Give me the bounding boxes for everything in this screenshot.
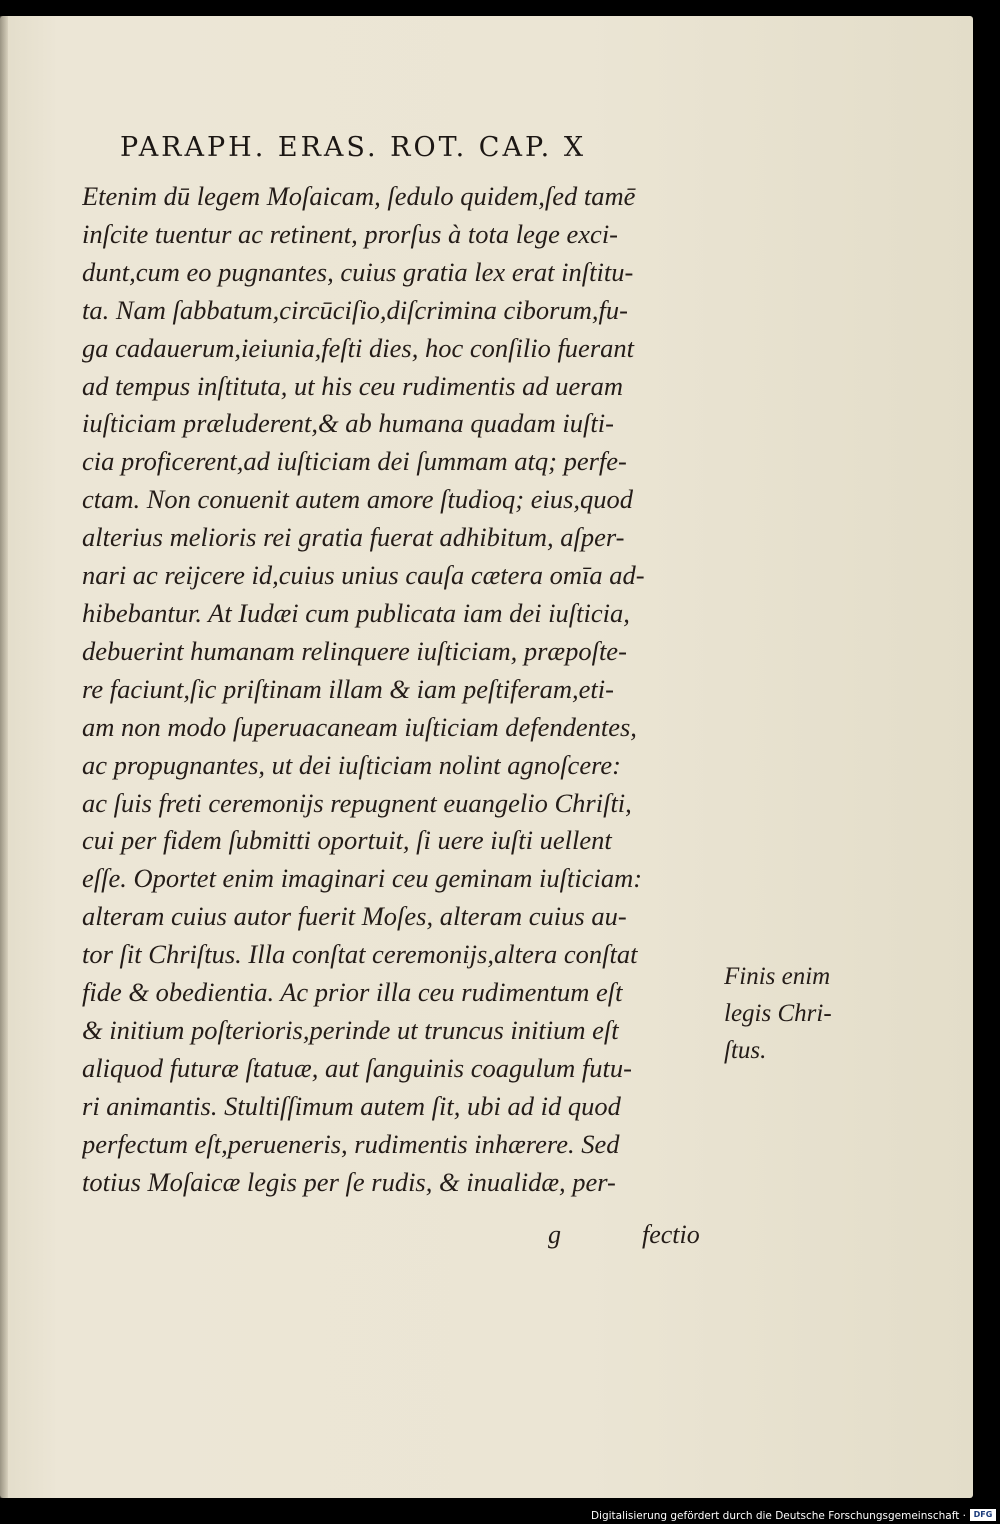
text-line: ac propugnantes, ut dei iuſticiam nolint agnoſcere: xyxy=(82,749,621,780)
text-line: alterius melioris rei gratia fuerat adhibitum, aſper- xyxy=(82,522,625,553)
text-line: ad tempus inſtituta, ut his ceu rudimentis ad ueram xyxy=(82,370,624,401)
dfg-logo-icon: DFG xyxy=(970,1509,996,1521)
text-line: debuerint humanam relinquere iuſticiam, præpoſte- xyxy=(82,635,627,666)
text-line: perfectum eſt,perueneris, rudimentis inhærere. Sed xyxy=(82,1128,620,1159)
page-gutter-shadow xyxy=(0,16,8,1498)
text-line: alteram cuius autor fuerit Moſes, alteram cuius au- xyxy=(82,901,627,932)
text-line: & initium poſterioris,perinde ut truncus initium eſt xyxy=(82,1014,619,1045)
text-line: iuſticiam præluderent,& ab humana quadam iuſti- xyxy=(82,408,614,439)
text-line: aliquod futuræ ſtatuæ, aut ſanguinis coagulum futu- xyxy=(82,1052,632,1083)
catchword-row xyxy=(82,1218,724,1258)
running-head: PARAPH. ERAS. ROT. CAP. X xyxy=(120,132,587,163)
digitization-credit: Digitalisierung gefördert durch die Deutsche Forschungsgemeinschaft · xyxy=(590,1510,966,1522)
text-line: tor ſit Chriſtus. Illa conſtat ceremonijs,altera conſtat xyxy=(82,939,638,970)
marginal-note xyxy=(724,958,874,1069)
text-line: re faciunt,ſic priſtinam illam & iam peſtiferam,eti- xyxy=(82,673,614,704)
text-line: ta. Nam ſabbatum,circūciſio,diſcrimina ciborum,fu- xyxy=(82,294,628,325)
marginal-note-line: Finis enim xyxy=(724,963,831,990)
body-text xyxy=(82,178,724,1201)
marginal-note-line: legis Chri- xyxy=(724,1000,832,1027)
text-line: fide & obedientia. Ac prior illa ceu rudimentum eſt xyxy=(82,977,623,1008)
text-line: inſcite tuentur ac retinent, prorſus à tota lege exci- xyxy=(82,218,619,249)
text-line: cui per fidem ſubmitti oportuit, ſi uere iuſti uellent xyxy=(82,825,612,856)
text-line: hibebantur. At Iudæi cum publicata iam dei iuſticia, xyxy=(82,597,630,628)
text-line: ac ſuis freti ceremonijs repugnent euangelio Chriſti, xyxy=(82,787,632,818)
text-line: eſſe. Oportet enim imaginari ceu geminam iuſticiam: xyxy=(82,863,643,894)
text-line: ga cadauerum,ieiunia,feſti dies, hoc conſilio fuerant xyxy=(82,332,634,363)
signature-mark: g xyxy=(548,1220,561,1249)
text-line: ctam. Non conuenit autem amore ſtudioq; eius,quod xyxy=(82,484,634,515)
text-line: cia proficerent,ad iuſticiam dei ſummam atq; perfe- xyxy=(82,446,627,477)
text-line: nari ac reijcere id,cuius unius cauſa cætera omīa ad- xyxy=(82,560,645,591)
text-line: am non modo ſuperuacaneam iuſticiam defendentes, xyxy=(82,711,637,742)
text-line: dunt,cum eo pugnantes, cuius gratia lex erat inſtitu- xyxy=(82,256,634,287)
text-line: ri animantis. Stultiſſimum autem ſit, ubi ad id quod xyxy=(82,1090,621,1121)
text-line: totius Moſaicæ legis per ſe rudis, & inualidæ, per- xyxy=(82,1166,616,1197)
catchword: fectio xyxy=(642,1220,700,1249)
marginal-note-line: ſtus. xyxy=(724,1037,767,1064)
text-line: Etenim dū legem Moſaicam, ſedulo quidem,ſed tamē xyxy=(82,181,636,211)
